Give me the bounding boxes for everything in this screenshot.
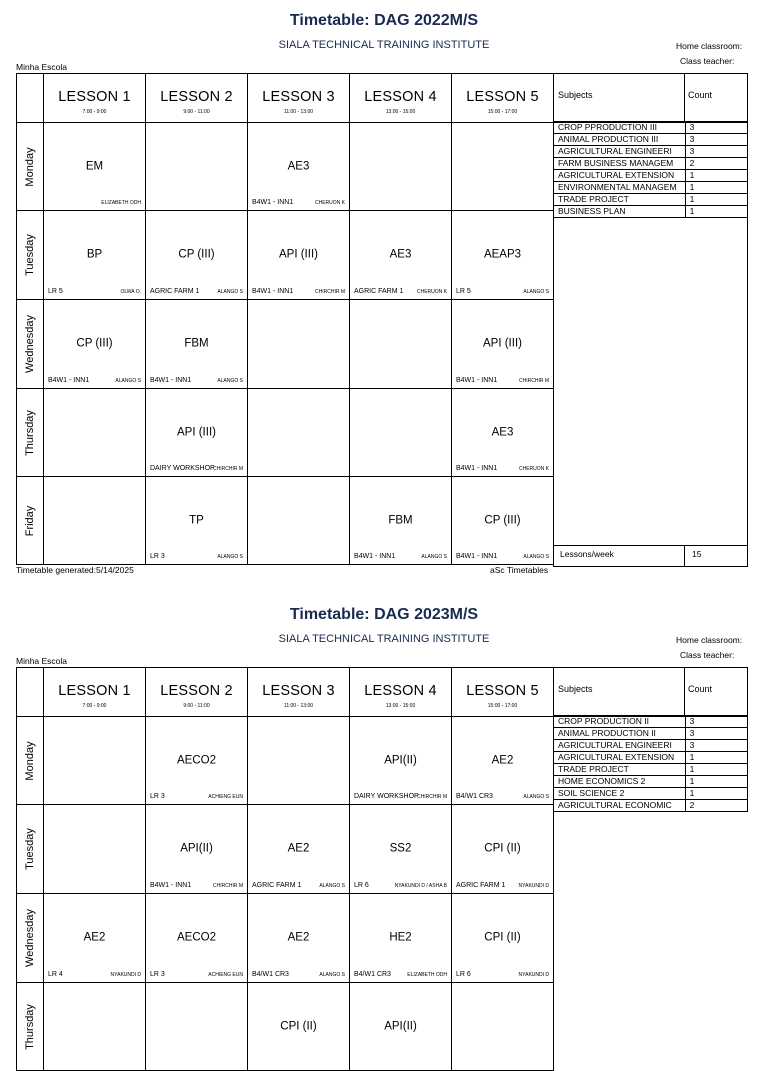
room-label: B4/W1 CR3 <box>456 793 493 800</box>
lesson-cell <box>248 211 350 300</box>
lesson-cell <box>452 717 554 805</box>
teacher-label: ALANGO S <box>217 289 243 295</box>
subject-row <box>554 122 748 134</box>
day-header <box>17 983 44 1071</box>
lesson-time: 15:00 - 17:00 <box>487 109 518 115</box>
subject-code: AEAP3 <box>483 248 522 261</box>
subject-code: API (III) <box>177 425 216 438</box>
subject-count: 3 <box>685 134 747 146</box>
day-header <box>17 894 44 983</box>
lesson-cell <box>44 717 146 805</box>
room-label: B4W1 - INN1 <box>456 465 498 472</box>
teacher-label: ALANGO S <box>523 289 549 295</box>
lesson-cell <box>350 805 452 894</box>
lesson-cell <box>44 389 146 477</box>
lesson-label: LESSON 4 <box>364 683 437 699</box>
lesson-cell <box>452 211 554 300</box>
lesson-time: 11:00 - 13:00 <box>283 109 314 115</box>
subject-row <box>554 740 748 752</box>
lesson-label: LESSON 5 <box>466 683 539 699</box>
class-teacher-label: Class teacher: <box>680 56 735 66</box>
teacher-label: CHERUON K <box>314 200 345 206</box>
lesson-header <box>452 668 554 717</box>
lesson-cell <box>248 983 350 1071</box>
subject-count: 1 <box>685 170 747 182</box>
subject-code: AE2 <box>491 753 514 766</box>
subject-name: AGRICULTURAL ECONOMIC <box>554 800 686 812</box>
subject-code: TP <box>189 513 204 526</box>
lesson-header <box>452 74 554 123</box>
lesson-cell <box>452 123 554 211</box>
teacher-label: ALANGO S <box>523 554 549 560</box>
room-label: LR 6 <box>354 882 369 889</box>
teacher-label: CHERUON K <box>416 289 447 295</box>
lesson-cell <box>146 805 248 894</box>
lesson-cell <box>146 983 248 1071</box>
subject-row <box>554 206 748 218</box>
room-label: LR 6 <box>456 971 471 978</box>
teacher-label: CHIRCHIR M <box>315 289 345 295</box>
subject-name: HOME ECONOMICS 2 <box>554 776 686 788</box>
room-label: B4W1 - INN1 <box>354 553 396 560</box>
teacher-label: NYAKUNDI D <box>110 972 141 978</box>
room-label: B4W1 - INN1 <box>456 553 498 560</box>
generated-footer: Timetable generated:5/14/2025 <box>16 565 134 575</box>
room-label: B4W1 - INN1 <box>48 377 90 384</box>
school-short-label: Minha Escola <box>16 62 68 72</box>
lesson-cell <box>248 477 350 565</box>
subject-name: ENVIRONMENTAL MANAGEM <box>554 182 686 194</box>
subject-code: AE2 <box>287 931 310 944</box>
lesson-cell <box>452 477 554 565</box>
subjects-header: Subjects <box>558 684 593 694</box>
lesson-label: LESSON 2 <box>160 683 233 699</box>
subject-row <box>554 146 748 158</box>
lesson-cell <box>248 389 350 477</box>
subject-count: 3 <box>685 146 747 158</box>
subject-code: API(II) <box>180 842 213 855</box>
subject-code: EM <box>85 159 104 172</box>
day-label: Thursday <box>24 1003 36 1050</box>
subject-name: BUSINESS PLAN <box>554 206 686 218</box>
subject-count: 3 <box>685 728 747 740</box>
subject-name: SOIL SCIENCE 2 <box>554 788 686 800</box>
subject-code: CPI (II) <box>484 931 521 944</box>
lesson-cell <box>44 211 146 300</box>
subject-row <box>554 194 748 206</box>
lesson-cell <box>452 300 554 389</box>
lesson-cell <box>350 717 452 805</box>
home-classroom-label: Home classroom: <box>676 41 743 51</box>
subject-row <box>554 776 748 788</box>
lesson-cell <box>44 300 146 389</box>
subject-code: AE2 <box>287 842 310 855</box>
lesson-cell <box>350 477 452 565</box>
room-label: LR 5 <box>456 288 471 295</box>
room-label: LR 3 <box>150 793 165 800</box>
lesson-cell <box>452 983 554 1071</box>
day-header <box>17 477 44 565</box>
subject-row <box>554 752 748 764</box>
corner-cell <box>17 668 44 717</box>
subjects-panel-header <box>553 73 748 123</box>
room-label: AGRIC FARM 1 <box>150 288 200 295</box>
day-label: Thursday <box>24 409 36 456</box>
school-name: SIALA TECHNICAL TRAINING INSTITUTE <box>278 39 490 51</box>
lesson-time: 15:00 - 17:00 <box>487 703 518 709</box>
teacher-label: ELIZABETH ODH <box>101 200 141 206</box>
subject-count: 3 <box>685 740 747 752</box>
room-label: B4/W1 CR3 <box>354 971 391 978</box>
subject-code: AECO2 <box>177 753 216 766</box>
teacher-label: ALANGO S <box>319 972 345 978</box>
subject-name: TRADE PROJECT <box>554 764 686 776</box>
day-header <box>17 211 44 300</box>
lesson-cell <box>146 123 248 211</box>
lesson-header <box>248 668 350 717</box>
subject-code: AE3 <box>491 425 514 438</box>
lesson-label: LESSON 4 <box>364 89 437 105</box>
lesson-cell <box>350 211 452 300</box>
lesson-cell <box>44 123 146 211</box>
lesson-cell <box>44 805 146 894</box>
subject-row <box>554 788 748 800</box>
teacher-label: ALANGO S <box>523 794 549 800</box>
subjects-table <box>553 121 748 218</box>
lesson-label: LESSON 3 <box>262 683 335 699</box>
lesson-header <box>44 668 146 717</box>
subject-row <box>554 158 748 170</box>
lesson-cell <box>146 717 248 805</box>
subject-count: 3 <box>685 716 747 728</box>
subject-code: BP <box>86 248 103 261</box>
teacher-label: ALANGO S <box>115 378 141 384</box>
lesson-cell <box>350 300 452 389</box>
subject-code: AECO2 <box>177 931 216 944</box>
asc-footer: aSc Timetables <box>490 565 549 575</box>
lesson-cell <box>452 389 554 477</box>
lesson-cell <box>248 717 350 805</box>
teacher-label: NYAKUNDI D <box>518 883 549 889</box>
room-label: DAIRY WORKSHOP <box>354 793 419 800</box>
subject-count: 1 <box>685 194 747 206</box>
lesson-cell <box>44 983 146 1071</box>
lesson-cell <box>248 123 350 211</box>
day-label: Tuesday <box>24 828 36 870</box>
day-label: Monday <box>24 146 36 187</box>
day-header <box>17 389 44 477</box>
teacher-label: ALANGO S <box>319 883 345 889</box>
subject-name: AGRICULTURAL EXTENSION <box>554 170 686 182</box>
lesson-cell <box>350 123 452 211</box>
day-label: Wednesday <box>24 315 36 373</box>
lesson-time: 9:00 - 11:00 <box>183 703 210 709</box>
subject-name: AGRICULTURAL ENGINEERI <box>554 740 686 752</box>
home-classroom-label: Home classroom: <box>676 635 743 645</box>
teacher-label: ACHIENG EUN <box>208 972 243 978</box>
subject-count: 1 <box>685 776 747 788</box>
room-label: B4W1 - INN1 <box>456 377 498 384</box>
lesson-cell <box>146 477 248 565</box>
lesson-label: LESSON 2 <box>160 89 233 105</box>
timetable-title: Timetable: DAG 2022M/S <box>289 12 479 29</box>
room-label: B4W1 - INN1 <box>252 288 294 295</box>
subject-count: 1 <box>685 752 747 764</box>
subject-count: 1 <box>685 788 747 800</box>
subject-name: CROP PRODUCTION II <box>554 716 686 728</box>
subject-code: CP (III) <box>76 337 113 350</box>
lesson-cell <box>146 300 248 389</box>
room-label: LR 5 <box>48 288 63 295</box>
subject-code: API (III) <box>483 337 522 350</box>
lesson-header <box>44 74 146 123</box>
room-label: LR 3 <box>150 553 165 560</box>
count-header: Count <box>688 90 713 100</box>
lesson-cell <box>146 211 248 300</box>
lesson-cell <box>248 805 350 894</box>
subject-count: 2 <box>685 800 747 812</box>
lesson-header <box>146 668 248 717</box>
lesson-cell <box>350 389 452 477</box>
subject-row <box>554 182 748 194</box>
subject-code: API(II) <box>384 753 417 766</box>
room-label: B4W1 - INN1 <box>150 377 192 384</box>
subject-code: SS2 <box>389 842 412 855</box>
day-header <box>17 805 44 894</box>
timetable-grid <box>16 73 554 565</box>
room-label: LR 4 <box>48 971 63 978</box>
subject-count: 2 <box>685 158 747 170</box>
room-label: AGRIC FARM 1 <box>252 882 302 889</box>
lesson-cell <box>452 805 554 894</box>
teacher-label: CHIRCHIR M <box>417 794 447 800</box>
teacher-label: ALANGO S <box>217 554 243 560</box>
lesson-header <box>350 74 452 123</box>
subject-code: FBM <box>388 513 413 526</box>
lessons-week-label: Lessons/week <box>560 549 614 559</box>
subject-row <box>554 134 748 146</box>
lesson-time: 7:00 - 9:00 <box>82 703 107 709</box>
subject-row <box>554 728 748 740</box>
room-label: LR 3 <box>150 971 165 978</box>
class-teacher-label: Class teacher: <box>680 650 735 660</box>
subject-name: AGRICULTURAL ENGINEERI <box>554 146 686 158</box>
day-label: Monday <box>24 740 36 781</box>
teacher-label: ALANGO S <box>217 378 243 384</box>
lesson-header <box>350 668 452 717</box>
lesson-header <box>248 74 350 123</box>
day-header <box>17 300 44 389</box>
subject-count: 1 <box>685 182 747 194</box>
lesson-cell <box>146 389 248 477</box>
lesson-header <box>146 74 248 123</box>
subject-count: 3 <box>685 122 747 134</box>
teacher-label: NYAKUNDI D <box>518 972 549 978</box>
room-label: B4W1 - INN1 <box>252 199 294 206</box>
subject-code: CP (III) <box>178 248 215 261</box>
subject-code: CP (III) <box>484 513 521 526</box>
subject-name: ANIMAL PRODUCTION III <box>554 134 686 146</box>
subject-name: ANIMAL PRODUCTION II <box>554 728 686 740</box>
lesson-cell <box>350 894 452 983</box>
day-label: Friday <box>24 505 36 536</box>
subjects-table <box>553 715 748 812</box>
subject-code: API(II) <box>384 1019 417 1032</box>
lesson-label: LESSON 3 <box>262 89 335 105</box>
lesson-cell <box>146 894 248 983</box>
subject-code: AE2 <box>83 931 106 944</box>
lessons-week-value: 15 <box>692 549 702 559</box>
day-header <box>17 717 44 805</box>
corner-cell <box>17 74 44 123</box>
subject-row <box>554 764 748 776</box>
subject-code: AE3 <box>389 248 412 261</box>
room-label: DAIRY WORKSHOP <box>150 465 215 472</box>
lesson-label: LESSON 1 <box>58 89 131 105</box>
subject-count: 1 <box>685 206 747 218</box>
teacher-label: ALANGO S <box>421 554 447 560</box>
school-name: SIALA TECHNICAL TRAINING INSTITUTE <box>278 633 490 645</box>
lesson-cell <box>44 477 146 565</box>
teacher-label: CHIRCHIR M <box>213 883 243 889</box>
lesson-label: LESSON 5 <box>466 89 539 105</box>
lesson-time: 13:00 - 15:00 <box>385 109 416 115</box>
teacher-label: CHIRCHIR M <box>519 378 549 384</box>
lesson-time: 13:00 - 15:00 <box>385 703 416 709</box>
teacher-label: OLWA O. <box>120 289 141 295</box>
subject-row <box>554 716 748 728</box>
lesson-cell <box>452 894 554 983</box>
lesson-cell <box>248 300 350 389</box>
lesson-time: 11:00 - 13:00 <box>283 703 314 709</box>
timetable-grid <box>16 667 554 1071</box>
lessons-week-row <box>553 545 748 567</box>
subject-code: API (III) <box>279 248 318 261</box>
lesson-time: 9:00 - 11:00 <box>183 109 210 115</box>
subject-code: CPI (II) <box>484 842 521 855</box>
teacher-label: ACHIENG EUN <box>208 794 243 800</box>
subject-name: FARM BUSINESS MANAGEM <box>554 158 686 170</box>
subjects-header: Subjects <box>558 90 593 100</box>
lesson-label: LESSON 1 <box>58 683 131 699</box>
subject-name: TRADE PROJECT <box>554 194 686 206</box>
teacher-label: CHERUON K <box>518 466 549 472</box>
room-label: B4/W1 CR3 <box>252 971 289 978</box>
subjects-panel-header <box>553 667 748 717</box>
subject-code: HE2 <box>389 931 412 944</box>
day-header <box>17 123 44 211</box>
day-label: Tuesday <box>24 234 36 276</box>
timetable-title: Timetable: DAG 2023M/S <box>289 606 479 623</box>
subject-row <box>554 800 748 812</box>
room-label: AGRIC FARM 1 <box>354 288 404 295</box>
subject-code: CPI (II) <box>280 1019 317 1032</box>
room-label: B4W1 - INN1 <box>150 882 192 889</box>
room-label: AGRIC FARM 1 <box>456 882 506 889</box>
subject-code: FBM <box>184 337 209 350</box>
school-short-label: Minha Escola <box>16 656 68 666</box>
lesson-cell <box>350 983 452 1071</box>
subject-row <box>554 170 748 182</box>
teacher-label: CHIRCHIR M <box>213 466 243 472</box>
subject-name: CROP PPRODUCTION III <box>554 122 686 134</box>
count-header: Count <box>688 684 713 694</box>
teacher-label: ELIZABETH ODH <box>407 972 447 978</box>
lesson-cell <box>248 894 350 983</box>
lesson-time: 7:00 - 9:00 <box>82 109 107 115</box>
lesson-cell <box>44 894 146 983</box>
subject-count: 1 <box>685 764 747 776</box>
day-label: Wednesday <box>24 909 36 967</box>
subject-name: AGRICULTURAL EXTENSION <box>554 752 686 764</box>
teacher-label: NYAKUNDI D / ASHA B <box>394 883 447 889</box>
subject-code: AE3 <box>287 159 310 172</box>
